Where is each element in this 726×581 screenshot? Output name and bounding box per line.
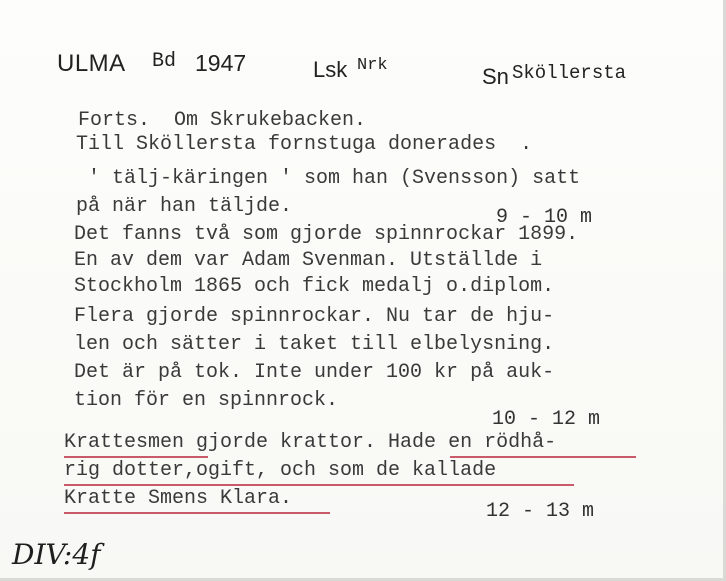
- underline-mark: [64, 512, 330, 514]
- text-line: Flera gjorde spinnrockar. Nu tar de hju-: [74, 305, 555, 328]
- text-line: rig dotter,ogift, och som de kallade: [64, 459, 497, 482]
- socken-value: Sköllersta: [512, 62, 627, 84]
- text-line: Det är på tok. Inte under 100 kr på auk-: [74, 361, 555, 384]
- text-line: Forts. Om Skrukebacken.: [78, 109, 367, 132]
- volume-label: Bd: [152, 50, 177, 73]
- underline-mark: [64, 484, 574, 486]
- text-line: Det fanns två som gjorde spinnrockar 1899.: [74, 223, 579, 246]
- measure-label: 10 - 12 m: [492, 408, 601, 431]
- underline-mark: [64, 456, 208, 458]
- underline-mark: [450, 456, 636, 458]
- landskap-label: Lsk: [313, 57, 348, 82]
- text-line: ' tälj-käringen ' som han (Svensson) satt: [76, 167, 581, 190]
- socken-label: Sn: [482, 64, 509, 89]
- archive-signum: DIV:4f: [12, 538, 101, 571]
- landskap-value: Nrk: [357, 56, 388, 75]
- measure-label: 9 - 10 m: [496, 206, 593, 229]
- text-line: Till Sköllersta fornstuga donerades .: [76, 133, 533, 156]
- text-line: Krattesmen gjorde krattor. Hade en rödhå-: [64, 431, 557, 454]
- archive-name: ULMA: [57, 50, 126, 77]
- text-line: tion för en spinnrock.: [74, 389, 339, 412]
- year: 1947: [195, 50, 247, 76]
- text-line: Stockholm 1865 och fick medalj o.diplom.: [74, 275, 555, 298]
- text-line: på när han täljde.: [76, 195, 293, 218]
- text-line: Kratte Smens Klara.: [64, 487, 293, 510]
- measure-label: 12 - 13 m: [486, 500, 595, 523]
- text-line: En av dem var Adam Svenman. Utställde i: [74, 249, 543, 272]
- text-line: len och sätter i taket till elbelysning.: [74, 333, 555, 356]
